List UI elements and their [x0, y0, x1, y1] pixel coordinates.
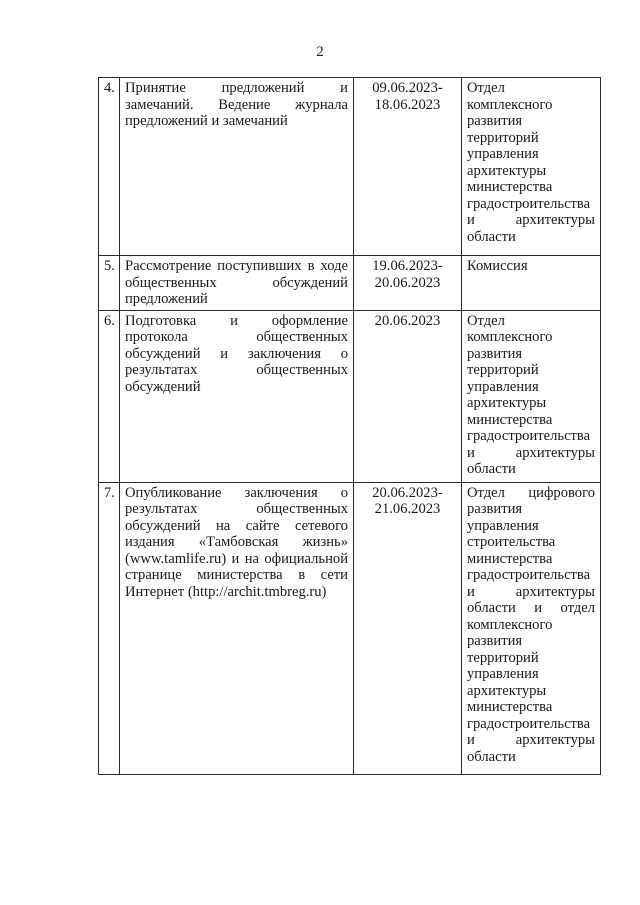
responsible-line: и архитектуры — [467, 212, 595, 228]
responsible-line: архитектуры — [467, 395, 547, 411]
responsible-line: и архитектуры — [467, 732, 595, 748]
row-description: Принятие предложений и замечаний. Ведение журнала предложений и замечаний — [120, 78, 354, 256]
schedule-table — [98, 77, 601, 775]
row-number: 6. — [99, 310, 120, 482]
table-row — [99, 482, 601, 774]
table-row — [99, 256, 601, 311]
responsible-line: области — [467, 228, 516, 245]
table-body — [99, 78, 601, 775]
responsible-line: области — [467, 461, 516, 477]
row-responsible — [462, 256, 601, 311]
responsible-line: комплексного — [467, 96, 553, 113]
row-number: 4. — [99, 78, 120, 256]
responsible-line: градостроительства — [467, 567, 591, 583]
responsible-line: архитектуры — [467, 162, 547, 179]
row-number: 7. — [99, 482, 120, 774]
row-date-start: 19.06.2023- — [372, 258, 443, 274]
row-date-end: 21.06.2023 — [374, 501, 441, 517]
row-date — [354, 78, 462, 256]
responsible-line: управления — [467, 517, 539, 534]
responsible-line: министерства — [467, 699, 553, 715]
responsible-line: министерства — [467, 411, 553, 428]
row-date — [354, 482, 462, 774]
row-responsible — [462, 310, 601, 482]
responsible-line: строительства — [467, 534, 556, 550]
responsible-line: градостроительства — [467, 195, 591, 212]
row-date-end: 20.06.2023 — [374, 274, 441, 291]
row-date-start: 09.06.2023- — [372, 80, 443, 96]
responsible-line: территорий — [467, 649, 539, 666]
responsible-line: министерства — [467, 550, 553, 567]
responsible-line: градостроительства — [467, 428, 591, 444]
row-description: Подготовка и оформление протокола общественных обсуждений и заключения о результатах общественных обсуждений — [120, 310, 354, 482]
row-responsible — [462, 482, 601, 774]
responsible-line: градостроительства — [467, 715, 591, 732]
responsible-line: и архитектуры — [467, 444, 595, 461]
responsible-line: Отдел — [467, 80, 505, 96]
row-number: 5. — [99, 256, 120, 311]
responsible-line: комплексного — [467, 616, 553, 633]
row-responsible — [462, 78, 601, 256]
responsible-line: области — [467, 748, 516, 765]
responsible-line: области и отдел — [467, 600, 595, 616]
responsible-line: развития — [467, 501, 523, 517]
responsible-line: управления — [467, 378, 539, 395]
row-description: Рассмотрение поступивших в ходе общественных обсуждений предложений — [120, 256, 354, 311]
responsible-line: министерства — [467, 179, 553, 195]
responsible-line: архитектуры — [467, 682, 547, 699]
responsible-line: Отдел цифрового — [467, 484, 595, 501]
responsible-line: развития — [467, 345, 523, 362]
row-date — [354, 256, 462, 311]
table-row — [99, 310, 601, 482]
row-date — [354, 310, 462, 482]
responsible-line: комплексного — [467, 329, 553, 345]
responsible-line: развития — [467, 633, 523, 649]
responsible-line: Отдел — [467, 312, 505, 329]
table-row — [99, 78, 601, 256]
page-number: 2 — [316, 44, 324, 60]
responsible-line: территорий — [467, 362, 539, 378]
responsible-line: развития — [467, 113, 523, 129]
row-date-start: 20.06.2023- — [372, 484, 443, 501]
row-date-start: 20.06.2023 — [374, 312, 441, 329]
row-description: Опубликование заключения о результатах общественных обсуждений на сайте сетевого издания «Тамбовская жизнь» (www.tamlife.ru) и на официальной странице министерства в сети Интернет (http://archit.tmbreg.ru) — [120, 482, 354, 774]
responsible-line: территорий — [467, 129, 539, 146]
responsible-line: управления — [467, 666, 539, 682]
responsible-line: и архитектуры — [467, 583, 595, 600]
responsible-line: управления — [467, 146, 539, 162]
responsible-line: Комиссия — [467, 258, 528, 274]
row-date-end: 18.06.2023 — [374, 96, 441, 113]
